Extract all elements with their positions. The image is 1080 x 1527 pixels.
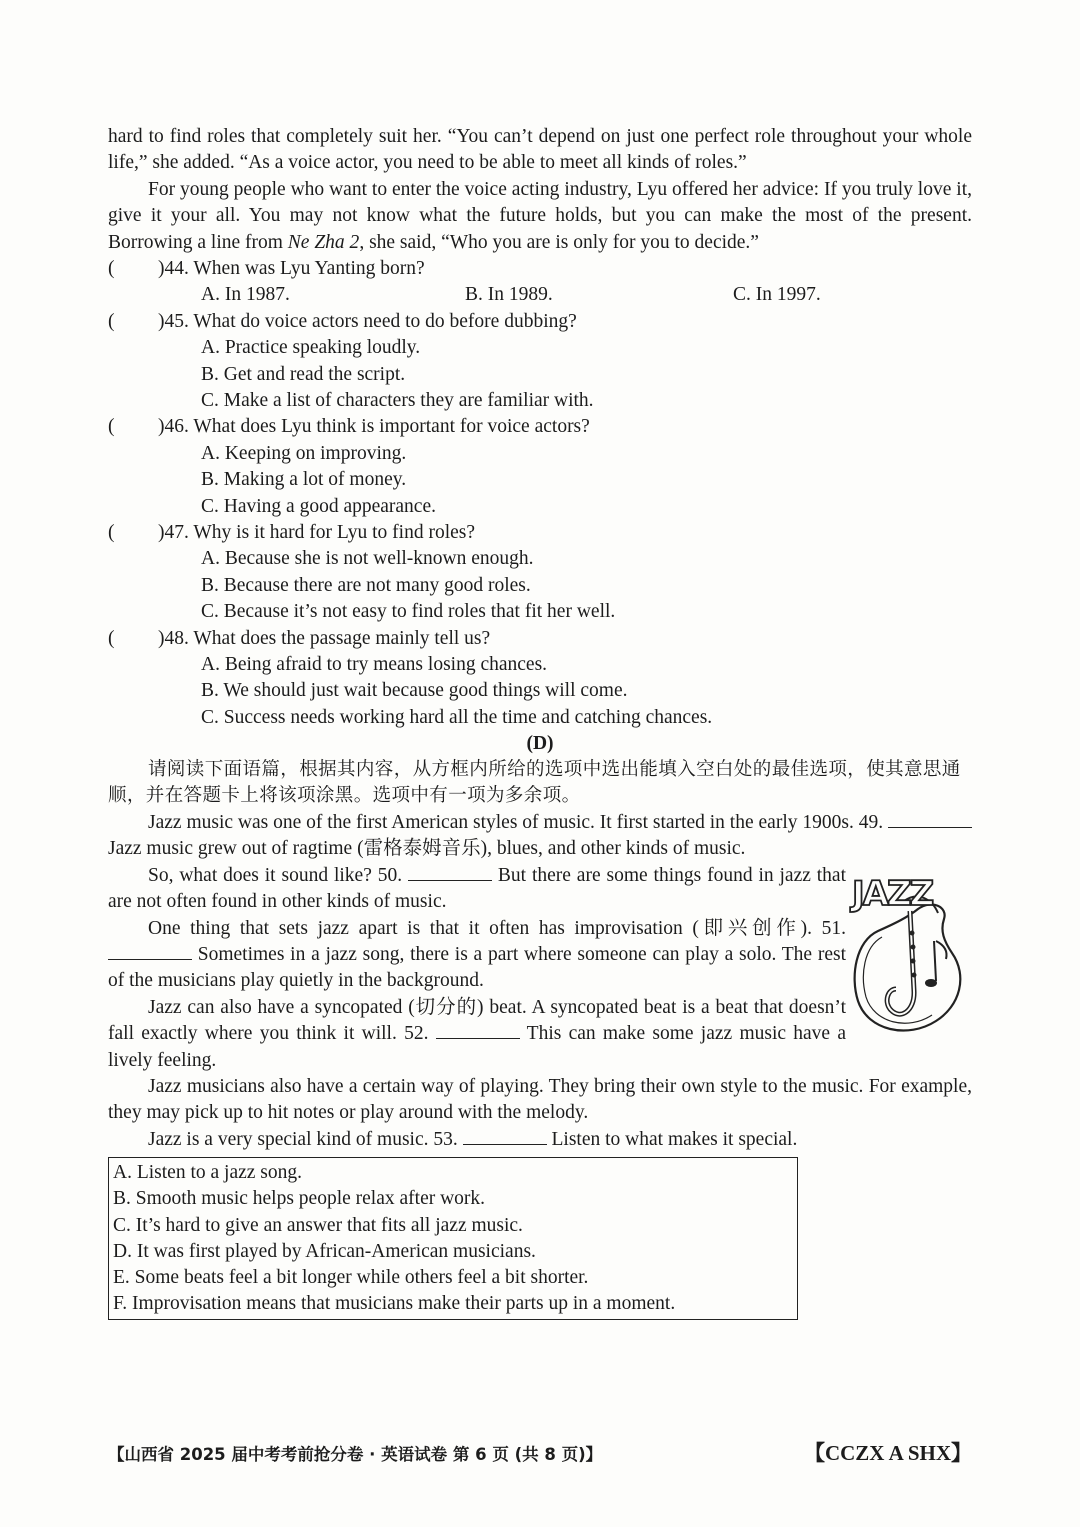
movie-title: Ne Zha 2 — [287, 231, 360, 253]
question-text: )46. What does Lyu think is important for voice actors? — [158, 416, 590, 438]
jazz-paragraph-1: Jazz music was one of the first American styles of music. It first started in the early 1900s. 49. Jazz music grew out of ragtime (雷格泰姆音乐), blues, and other kinds of music. — [108, 810, 972, 863]
box-option-c: C. It’s hard to give an answer that fits all jazz music. — [113, 1214, 523, 1236]
question-48 — [108, 626, 972, 732]
box-option-b: B. Smooth music helps people relax after work. — [113, 1188, 486, 1210]
answer-paren: ( — [108, 310, 115, 332]
answer-paren: ( — [108, 521, 115, 543]
blank-50[interactable] — [408, 866, 492, 881]
section-d-instruction: 请阅读下面语篇，根据其内容，从方框内所给的选项中选出能填入空白处的最佳选项，使其意思通顺，并在答题卡上将该项涂黑。选项中有一项为多余项。 — [108, 759, 961, 807]
options-box — [108, 1157, 798, 1320]
svg-text:JAZZ: JAZZ — [852, 873, 933, 914]
question-text: )48. What does the passage mainly tell us? — [158, 627, 491, 649]
blank-51[interactable] — [108, 945, 192, 960]
option-a: A. In 1987. — [201, 284, 290, 306]
option-c: C. Success needs working hard all the time and catching chances. — [201, 706, 713, 728]
jazz-paragraph-2: So, what does it sound like? 50. But there are some things found in jazz that are not often found in other kinds of music. — [108, 864, 847, 913]
question-46 — [108, 414, 972, 520]
option-c: C. Because it’s not easy to find roles that fit her well. — [201, 601, 616, 623]
option-a: A. Being afraid to try means losing chances. — [201, 653, 548, 675]
section-d-label: (D) — [526, 733, 554, 755]
box-option-d: D. It was first played by African-American musicians. — [113, 1240, 536, 1262]
question-45 — [108, 309, 972, 415]
option-a: A. Practice speaking loudly. — [201, 337, 421, 359]
jazz-paragraph-6: Jazz is a very special kind of music. 53. Listen to what makes it special. — [148, 1128, 798, 1150]
option-c: C. Having a good appearance. — [201, 495, 436, 517]
box-option-a: A. Listen to a jazz song. — [113, 1162, 302, 1184]
answer-paren: ( — [108, 416, 115, 438]
exam-page — [108, 124, 972, 1320]
jazz-paragraph-5: Jazz musicians also have a certain way of playing. They bring their own style to the music. For example, they may pick up to hit notes or play around with the melody. — [108, 1075, 972, 1124]
page-footer — [108, 1437, 972, 1467]
footer-code: 【CCZX A SHX】 — [803, 1441, 972, 1465]
option-b: B. Because there are not many good roles. — [201, 574, 531, 596]
passage-c-paragraph-2: For young people who want to enter the voice acting industry, Lyu offered her advice: If you truly love it, give it your all. You may not know what the future holds, but you can make the most of the present. Borrowing a line from Ne Zha 2, she said, “Who you are is only for you to decide.” — [108, 178, 972, 253]
blank-52[interactable] — [436, 1024, 520, 1039]
option-c: C. Make a list of characters they are familiar with. — [201, 389, 594, 411]
option-a: A. Keeping on improving. — [201, 442, 407, 464]
option-c: C. In 1997. — [733, 284, 821, 306]
question-text: )47. Why is it hard for Lyu to find roles? — [158, 521, 476, 543]
jazz-illustrated-block — [108, 863, 972, 1074]
jazz-paragraph-4: Jazz can also have a syncopated (切分的) beat. A syncopated beat is a beat that doesn’t fall exactly where you think it will. 52. This can make some jazz music have a lively feeling. — [108, 996, 846, 1071]
box-option-f: F. Improvisation means that musicians make their parts up in a moment. — [113, 1293, 676, 1315]
answer-paren: ( — [108, 627, 115, 649]
question-47 — [108, 520, 972, 626]
footer-exam-info: 【山西省 2025 届中考考前抢分卷 · 英语试卷 第 6 页 (共 8 页)】 — [108, 1445, 603, 1464]
passage-c-paragraph-1: hard to find roles that completely suit her. “You can’t depend on just one perfect role throughout your whole life,” she added. “As a voice actor, you need to be able to meet all kinds of roles.” — [108, 126, 972, 174]
question-44 — [108, 256, 972, 309]
question-text: )44. When was Lyu Yanting born? — [158, 258, 425, 280]
answer-paren: ( — [108, 258, 115, 280]
jazz-saxophone-illustration — [848, 871, 972, 1041]
option-b: B. Making a lot of money. — [201, 469, 407, 491]
jazz-paragraph-3: One thing that sets jazz apart is that it often has improvisation (即兴创作). 51. Sometimes in a jazz song, there is a part where someone can play a solo. The rest of the musicians play quietly in the background. — [108, 917, 846, 992]
option-b: B. Get and read the script. — [201, 363, 406, 385]
blank-49[interactable] — [888, 813, 972, 828]
blank-53[interactable] — [463, 1130, 547, 1145]
option-a: A. Because she is not well-known enough. — [201, 548, 534, 570]
options-row — [108, 282, 972, 308]
box-option-e: E. Some beats feel a bit longer while others feel a bit shorter. — [113, 1266, 589, 1288]
question-text: )45. What do voice actors need to do before dubbing? — [158, 310, 577, 332]
option-b: B. We should just wait because good things will come. — [201, 680, 628, 702]
option-b: B. In 1989. — [465, 284, 553, 306]
